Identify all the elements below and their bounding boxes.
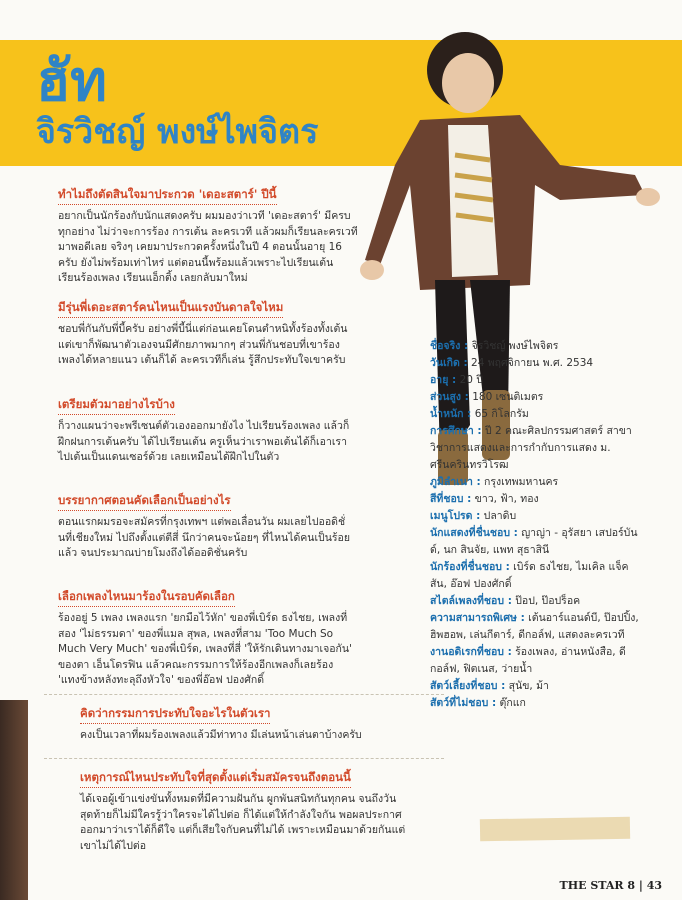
profile-row: นักร้องที่ชื่นชอบ : เบิร์ด ธงไชย, ไมเคิล แจ็คสัน, อ๊อฟ ปองศักดิ์ <box>430 561 629 590</box>
profile-row: วันเกิด : 24 พฤศจิกายน พ.ศ. 2534 <box>430 357 594 369</box>
qa-answer: ชอบพี่กันกับพี่บี้ครับ อย่างพี่บี้นี่แต่ก่อนเคยโดนตำหนิทั้งร้องทั้งเต้น แต่เขาก็พัฒนาตัวเองจนมีศักยภาพมากๆ ส่วนพี่กันชอบที่เขาร้องเพลงได้หลายแนว เต้นก็ได้ ละครเวทีก็เล่น รู้สึกประทับใจเขาครับ <box>58 323 348 366</box>
section-divider <box>44 694 444 695</box>
profile-row: สัตว์เลี้ยงที่ชอบ : สุนัข, ม้า <box>430 680 549 692</box>
qa-answer: อยากเป็นนักร้องกับนักแสดงครับ ผมมองว่าเวที 'เดอะสตาร์' มีครบทุกอย่าง ไม่ว่าจะการร้อง การเต้น ละครเวที แล้วผมก็เรียนละครเวทีมาพอดีเลย จริงๆ เคยมาประกวดครั้งหนึ่งในปี 4 ตอนนั้นอายุ 16 ครับ ยังไม่พร้อมเท่าไหร่ แต่ตอนนี้พร้อมแล้วเพราะไปเรียนเต้น เรียนร้องเพลง เรียนแอ็กติ้ง เลยกลับมาใหม่ <box>58 210 358 284</box>
qa-1 <box>58 183 358 287</box>
profile-row: เมนูโปรด : ปลาดิบ <box>430 510 517 522</box>
section-divider <box>44 758 444 759</box>
qa-question: ทำไมถึงตัดสินใจมาประกวด 'เดอะสตาร์' ปีนี้ <box>58 186 277 205</box>
qa-3 <box>58 393 358 466</box>
qa-answer: ร้องอยู่ 5 เพลง เพลงแรก 'ยกมือไว้หัก' ของพี่เบิร์ด ธงไชย, เพลงที่สอง 'ไม่ธรรมดา' ของพี่แมล สุพล, เพลงที่สาม 'Too Much So Much Very Much' ของพี่เบิร์ด, เพลงที่สี่ 'ให้รักเดินทางมาเจอกัน' ของตา เอ็นโดรฟิน แล้วคณะกรรมการให้ร้องอีกเพลงก็เลยร้อง 'แทงข้างหลังทะลุถึงหัวใจ' ของพี่อ๊อฟ ปองศักดิ์ <box>58 612 352 686</box>
qa-question: มีรุ่นพี่เดอะสตาร์คนไหนเป็นแรงบันดาลใจไหม <box>58 299 283 318</box>
qa-question: เตรียมตัวมาอย่างไรบ้าง <box>58 396 175 415</box>
qa-6 <box>80 702 425 744</box>
profile-row: งานอดิเรกที่ชอบ : ร้องเพลง, อ่านหนังสือ, ดีกอล์ฟ, ฟิตเนส, ว่ายน้ำ <box>430 646 626 675</box>
profile-row: ภูมิลำเนา : กรุงเทพมหานคร <box>430 476 559 488</box>
qa-answer: คงเป็นเวลาที่ผมร้องเพลงแล้วมีท่าทาง มีเล่นหน้าเล่นตาบ้างครับ <box>80 729 362 741</box>
qa-4 <box>58 489 358 562</box>
qa-question: บรรยากาศตอนคัดเลือกเป็นอย่างไร <box>58 492 231 511</box>
qa-2 <box>58 296 358 369</box>
profile-row: สัตว์ที่ไม่ชอบ : ตุ๊กแก <box>430 697 526 709</box>
profile-row: สีที่ชอบ : ขาว, ฟ้า, ทอง <box>430 493 539 505</box>
qa-answer: ได้เจอผู้เข้าแข่งขันทั้งหมดที่มีความฝันกัน ผูกพันสนิทกันทุกคน จนถึงวันสุดท้ายก็ไม่มีใครรู้ว่าใครจะได้ไปต่อ ก็ได้แต่ให้กำลังใจกัน พอผลประกาศออกมาว่าเราได้ก็ดีใจ แต่ก็เสียใจกับคนที่ไม่ได้ เพราะเหมือนมาด้วยกันแต่เขาไม่ได้ไปต่อ <box>80 793 406 852</box>
qa-question: เหตุการณ์ไหนประทับใจที่สุดตั้งแต่เริ่มสมัครจนถึงตอนนี้ <box>80 769 351 788</box>
qa-5 <box>58 585 358 689</box>
decorative-tape <box>480 817 630 842</box>
profile-row: นักแสดงที่ชื่นชอบ : ญาญ่า - อุรัสยา เสปอร์บันด์, นก สินจัย, แพท สุธาสินี <box>430 527 638 556</box>
profile-row: น้ำหนัก : 65 กิโลกรัม <box>430 408 529 420</box>
profile-box <box>430 338 645 712</box>
qa-question: เลือกเพลงไหนมาร้องในรอบคัดเลือก <box>58 588 235 607</box>
profile-row: ส่วนสูง : 180 เซนติเมตร <box>430 391 544 403</box>
profile-row: ความสามารถพิเศษ : เต้นอาร์แอนด์บี, ป๊อปปิ้ง, ฮิพฮอพ, เล่นกีตาร์, ดีกอล์ฟ, แสดงละครเวที <box>430 612 639 641</box>
qa-answer: ตอนแรกผมรอจะสมัครที่กรุงเทพฯ แต่พอเลื่อนวัน ผมเลยไปออดิชั่นที่เชียงใหม่ ไปถึงตั้งแต่ตีสี่ นึกว่าคนจะน้อยๆ ที่ไหนได้คนเป็นร้อยแล้ว จนประมาณบ่ายโมงถึงได้ออดิชั่นครับ <box>58 516 350 559</box>
qa-7 <box>80 766 410 854</box>
nickname-title: ฮัท <box>36 49 108 114</box>
profile-row: สไตล์เพลงที่ชอบ : ป๊อป, ป๊อปร็อค <box>430 595 581 607</box>
qa-answer: ก็วางแผนว่าจะพรีเซนต์ตัวเองออกมายังไง ไปเรียนร้องเพลง แล้วก็ฝึกฝนการเต้นครับ ได้ไปเรียนเต้น ครูเห็นว่าเราพอเต้นได้ก็เอาเราไปเต้นเป็นแดนเซอร์ด้วย เลยเหมือนได้ฝึกไปในตัว <box>58 420 350 463</box>
qa-question: คิดว่ากรรมการประทับใจอะไรในตัวเรา <box>80 705 270 724</box>
profile-row: อายุ : 20 ปี <box>430 374 483 386</box>
title-block <box>36 49 319 152</box>
profile-row: ชื่อจริง : จิรวิชญ์ พงษ์ไพจิตร <box>430 340 559 352</box>
adjacent-photo-edge <box>0 700 28 900</box>
fullname-title: จิรวิชญ์ พงษ์ไพจิตร <box>36 112 319 152</box>
profile-row: การศึกษา : ปี 2 คณะศิลปกรรมศาสตร์ สาขาวิชาการแสดงและการกำกับการแสดง ม. ศรีนครินทรวิโรฒ <box>430 425 632 471</box>
page-footer: THE STAR 8 | 43 <box>559 879 662 892</box>
